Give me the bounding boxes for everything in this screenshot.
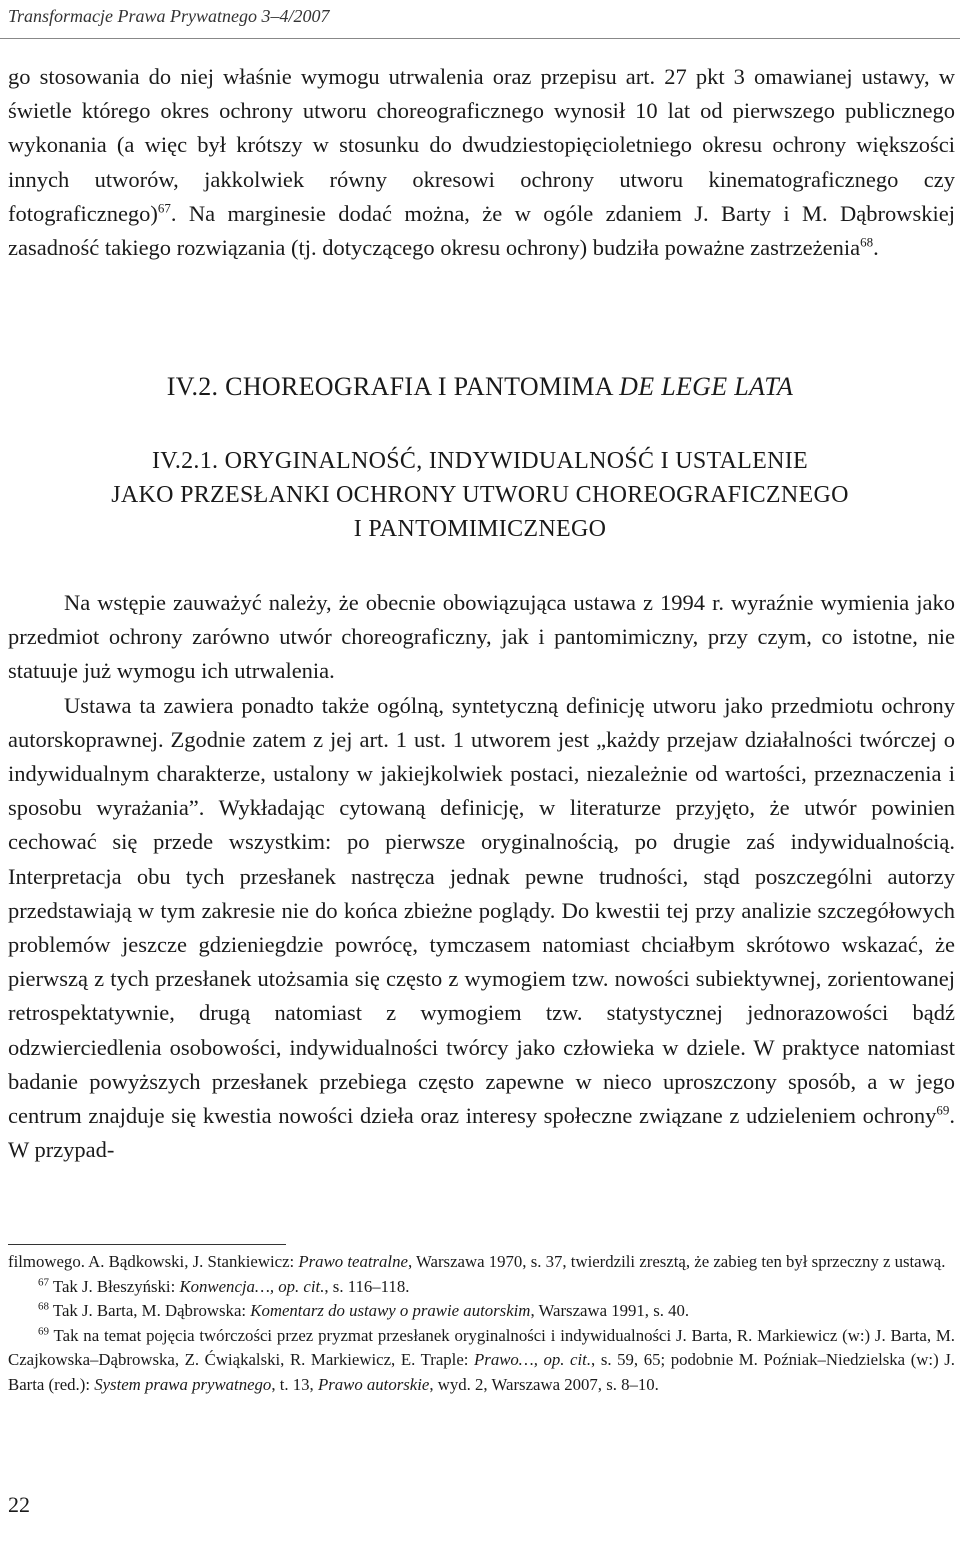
footnote-ref-69[interactable]: 69 <box>936 1102 950 1118</box>
subsection-heading <box>0 444 960 546</box>
footnote-text: , s. 59, 65; podobnie M. Poźniak–Niedzielska (w:) J. Barta (red.): <box>8 1350 955 1394</box>
footnote-title: Prawo teatralne <box>298 1252 408 1271</box>
footnote-continuation <box>8 1250 955 1275</box>
paragraph-text: . W przypad- <box>8 1103 955 1163</box>
paragraph-text: . Na marginesie dodać można, że w ogóle zdaniem J. Barty i M. Dąbrowskiej zasadność takiego rozwiązania (tj. dotyczącego okresu ochrony) budziła poważne zastrzeżenia <box>8 200 955 261</box>
subsection-heading-line: I PANTOMIMICZNEGO <box>353 516 607 542</box>
footnote-number: 67 <box>38 1275 49 1288</box>
footnote-68 <box>8 1299 955 1324</box>
section-title: CHOREOGRAFIA I PANTOMIMA <box>225 372 613 401</box>
footnote-rule <box>8 1244 286 1245</box>
footnote-text: , s. 116–118. <box>324 1276 410 1296</box>
paragraph <box>8 689 955 1168</box>
header-rule <box>0 38 960 39</box>
footnote-text: filmowego. A. Bądkowski, J. Stankiewicz: <box>8 1252 299 1271</box>
footnote-title: Konwencja…, op. cit. <box>179 1276 325 1296</box>
footnotes <box>8 1250 955 1397</box>
footnote-text: Tak J. Błeszyński: <box>49 1276 180 1296</box>
paragraph: Na wstępie zauważyć należy, że obecnie obowiązująca ustawa z 1994 r. wyraźnie wymienia jako przedmiot ochrony zarówno utwór choreograficzny, jak i pantomimiczny, przy czym, co istotne, nie statuuje już wymogu ich utrwalenia. <box>8 590 955 684</box>
footnote-title: System prawa prywatnego <box>94 1374 272 1394</box>
footnote-text: , Warszawa 1991, s. 40. <box>530 1301 690 1320</box>
paragraph-text: go stosowania do niej właśnie wymogu utrwalenia oraz przepisu art. 27 pkt 3 omawianej ustawy, w świetle którego okres ochrony utworu choreograficznego wynosił 10 lat od pierwszego publicznego wykonania (a więc był krótszy w stosunku do dwudziestopięcioletniego okresu ochrony większości innych utworów, jakkolwiek równy okresowi ochrony utworu kinematograficznego czy fotograficznego) <box>8 64 955 226</box>
section-title-italic: DE LEGE LATA <box>619 372 794 401</box>
footnote-ref-67[interactable]: 67 <box>157 200 171 216</box>
footnote-title: Komentarz do ustawy o prawie autorskim <box>250 1301 531 1320</box>
footnote-text: Tak na temat pojęcia twórczości przez pryzmat przesłanek oryginalności i indywidualności J. Barta, R. Markiewicz (w:) J. Barta, M. Czajkowska–Dąbrowska, Z. Ćwiąkalski, R. Markiewicz, E. Traple: <box>8 1325 955 1369</box>
paragraph <box>8 60 955 265</box>
footnote-title: Prawo…, op. cit. <box>474 1350 592 1369</box>
footnote-number: 68 <box>38 1300 49 1313</box>
footnote-69 <box>8 1324 955 1398</box>
section-heading <box>0 372 960 402</box>
page-number: 22 <box>8 1492 30 1517</box>
footnote-67 <box>8 1275 955 1300</box>
section-number: IV.2. <box>166 372 219 401</box>
body-section <box>8 586 955 1167</box>
paragraph-text: Ustawa ta zawiera ponadto także ogólną, syntetyczną definicję utworu jako przedmiotu ochrony autorskoprawnej. Zgodnie zatem z jej art. 1 ust. 1 utworem jest „każdy przejaw działalności twórczej o indywidualnym charakterze, ustalony w jakiejkolwiek postaci, niezależnie od wartości, przeznaczenia i sposobu wyrażania”. Wykładając cytowaną definicję, w literaturze przyjęto, że utwór powinien cechować się przede wszystkim: po pierwsze oryginalnością, po drugie zaś indywidualnością. Interpretacja obu tych przesłanek nastręcza jednak pewne trudności, stąd poszczególni autorzy przedstawiają w tym zakresie nie do końca zbieżne poglądy. Do kwestii tej przy analizie szczegółowych problemów jeszcze gdzieniegdzie powrócę, tymczasem natomiast chciałbym skrótowo wskazać, że pierwszą z tych przesłanek utożsamia się często z wymogiem tzw. nowości subiektywnej, zorientowanej retrospektatywnie, drugą natomiast z wymogiem tzw. statystycznej jednorazowości bądź odzwierciedlenia osobowości, indywidualności twórcy jako człowieka w dziele. W praktyce natomiast badanie powyższych przesłanek przebiega często zapewne w nieco uproszczony sposób, a w jego centrum znajduje się kwestia nowości dzieła oraz interesy społeczne związane z udzieleniem ochrony <box>8 692 955 1129</box>
footnote-title: Prawo autorskie <box>317 1374 430 1394</box>
paragraph-text: . <box>873 235 879 261</box>
footnote-text: , Warszawa 1970, s. 37, twierdzili zresztą, że zabieg ten był sprzeczny z ustawą. <box>407 1252 946 1271</box>
running-head: Transformacje Prawa Prywatnego 3–4/2007 <box>8 6 330 26</box>
footnote-text: , wyd. 2, Warszawa 2007, s. 8–10. <box>429 1374 659 1394</box>
paragraph-continuation <box>8 60 955 265</box>
subsection-heading-line: JAKO PRZESŁANKI OCHRONY UTWORU CHOREOGRAFICZNEGO <box>111 482 849 508</box>
footnote-text: Tak J. Barta, M. Dąbrowska: <box>49 1301 251 1320</box>
footnote-text: , t. 13, <box>271 1374 318 1394</box>
footnote-number: 69 <box>38 1324 49 1337</box>
footnote-ref-68[interactable]: 68 <box>860 234 874 250</box>
subsection-heading-line: IV.2.1. ORYGINALNOŚĆ, INDYWIDUALNOŚĆ I USTALENIE <box>151 448 808 474</box>
